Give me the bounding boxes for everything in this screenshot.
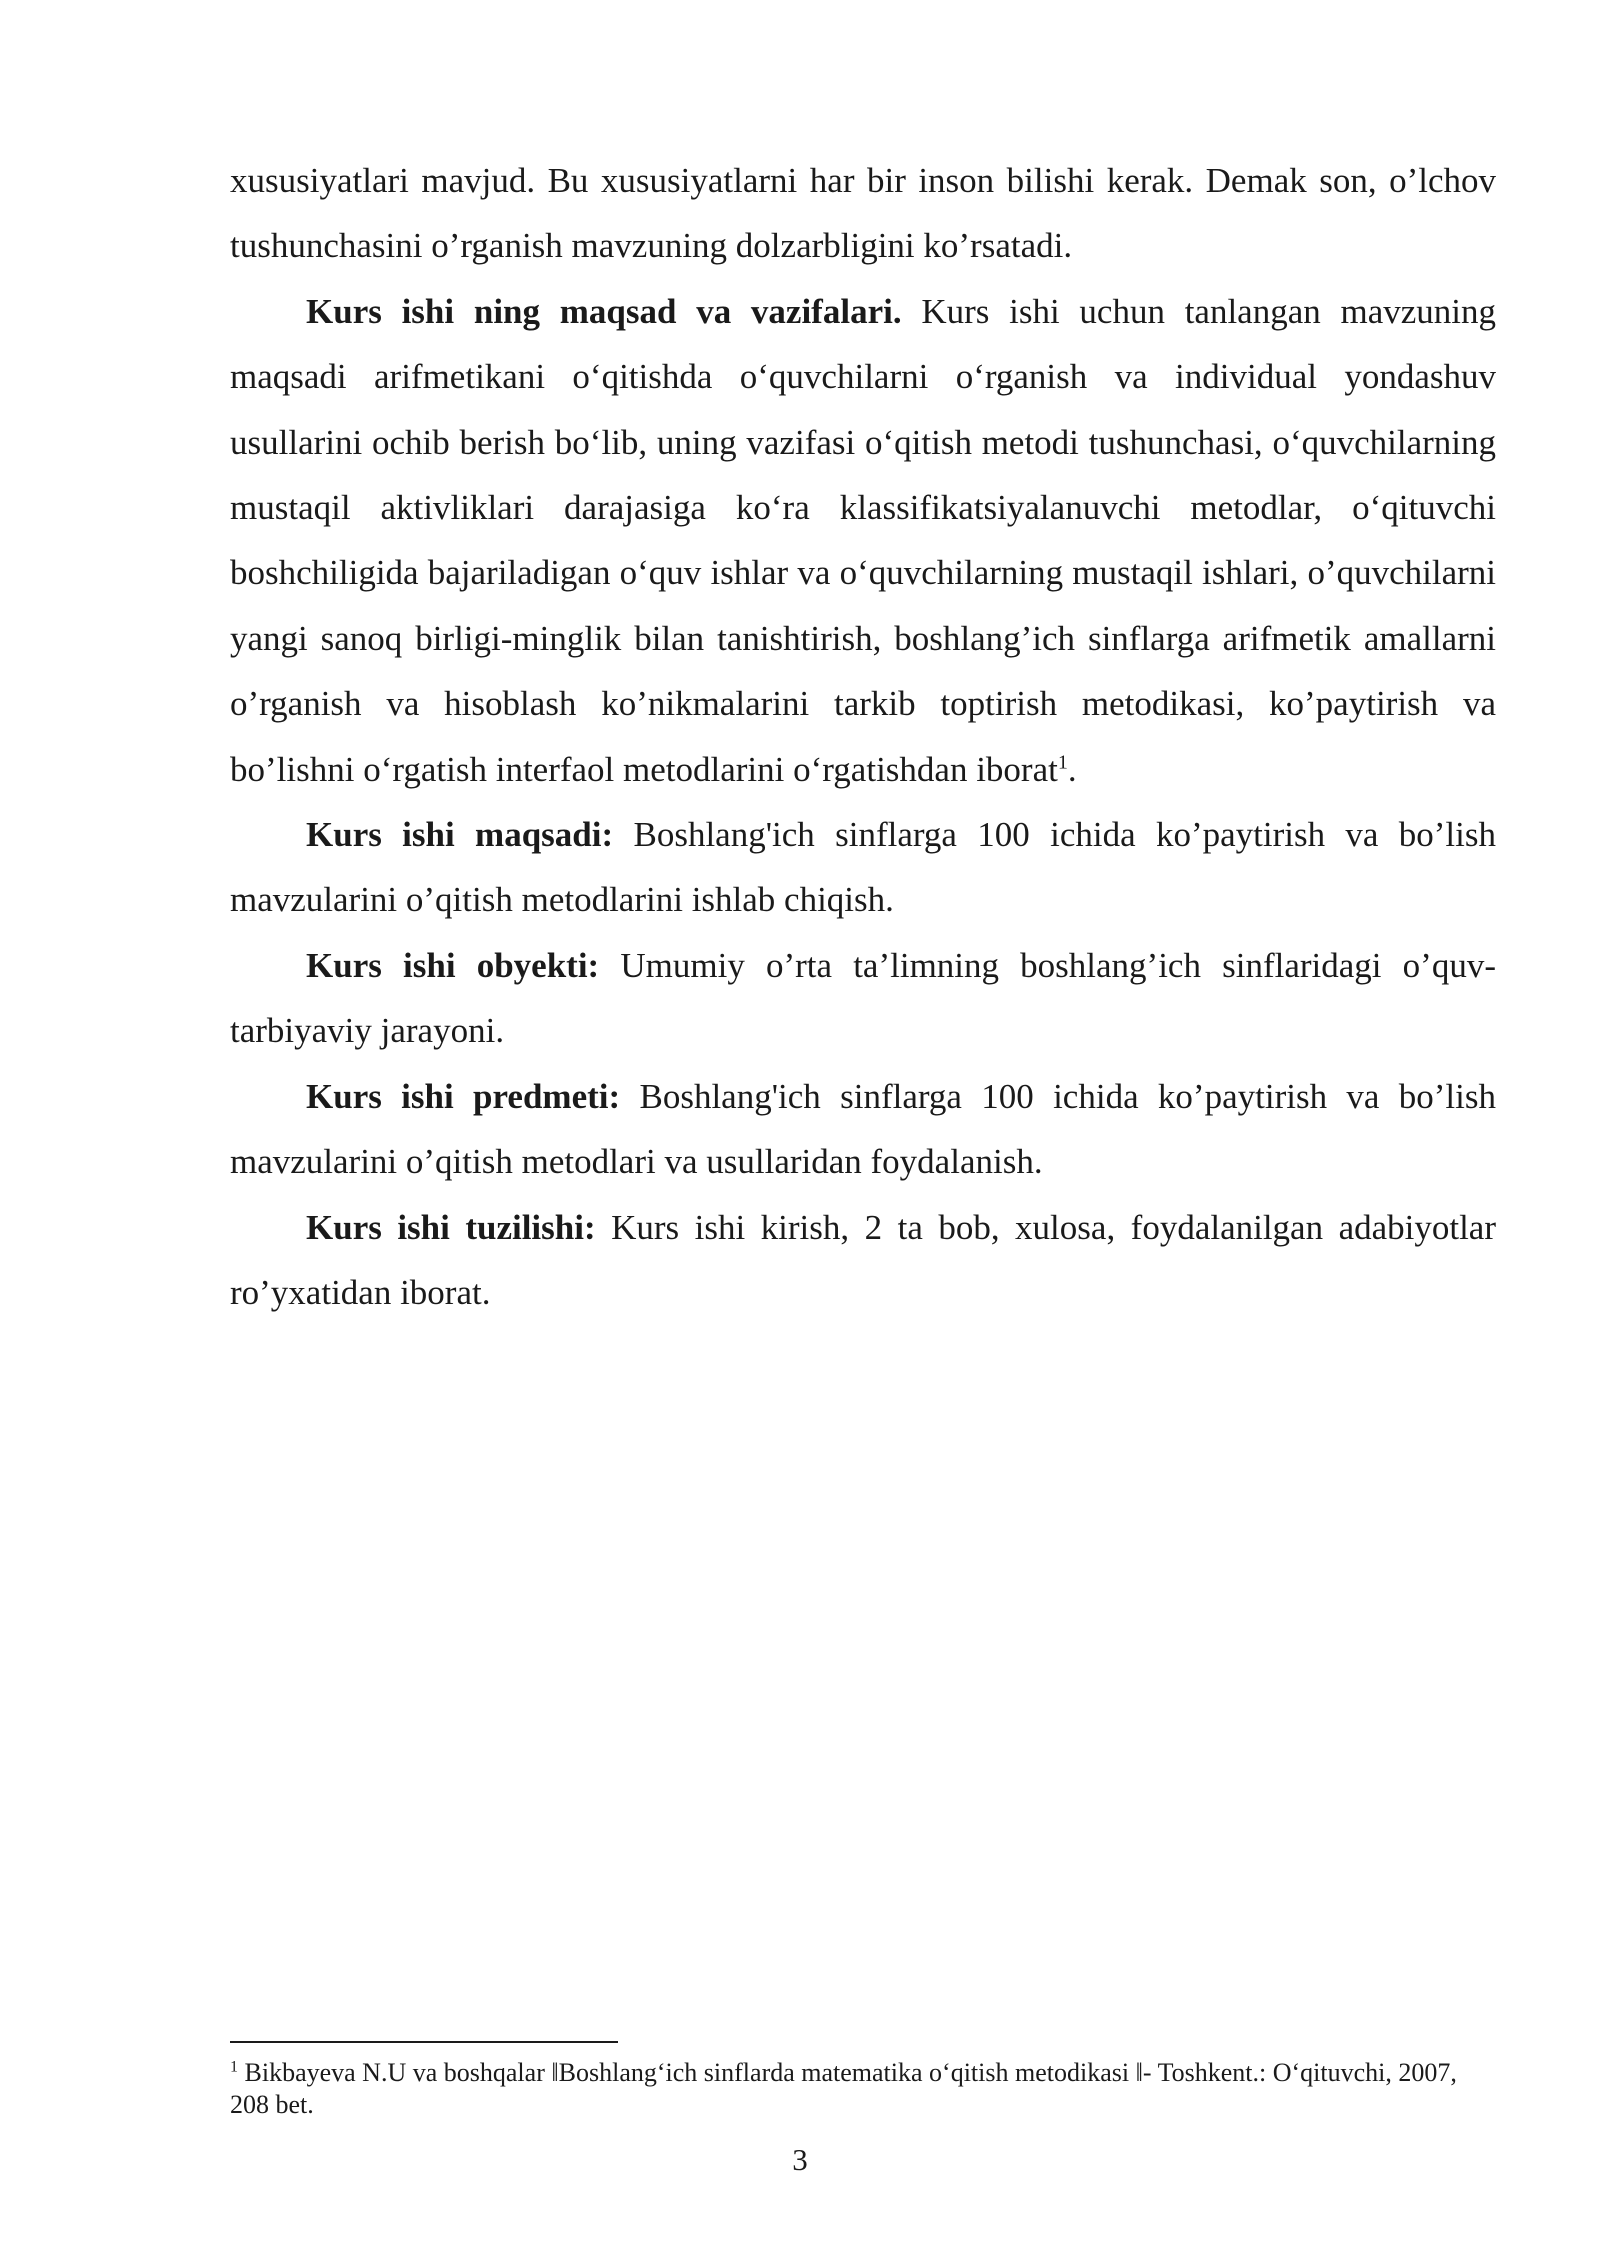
paragraph-text: Boshlang'ich sinflarga 100 ichida ko’paytirish va bo’lish mavzularini o’qitish metodlarini ishlab chiqish. bbox=[230, 815, 1497, 920]
footnote-reference: 1 bbox=[1057, 751, 1068, 773]
paragraph-intro-continuation bbox=[230, 148, 1496, 279]
page-number: 3 bbox=[792, 2142, 808, 2177]
paragraph-heading: Kurs ishi maqsadi: bbox=[306, 815, 614, 855]
paragraph-purpose bbox=[230, 802, 1496, 933]
footnote-number: 1 bbox=[230, 2058, 238, 2076]
paragraph-text: xususiyatlari mavjud. Bu xususiyatlarni har bir inson bilishi kerak. Demak son, o’lchov tushunchasini o’rganish mavzuning dolzarbligini ko’rsatadi. bbox=[230, 161, 1496, 266]
paragraph-text: Kurs ishi uchun tanlangan mavzuning maqsadi arifmetikani o‘qitishda o‘quvchilarni o‘rganish va individual yondashuv usullarini ochib berish bo‘lib, uning vazifasi o‘qitish metodi tushunchasi, o‘quvchilarning mustaqil aktivliklari darajasiga ko‘ra klassifikatsiyalanuvchi metodlar, o‘qituvchi boshchiligida bajariladigan o‘quv ishlar va o‘quvchilarning mustaqil ishlari, o’quvchilarni yangi sanoq birligi-minglik bilan tanishtirish, boshlang’ich sinflarga arifmetik amallarni o’rganish va hisoblash ko’nikmalarini tarkib toptirish metodikasi, ko’paytirish va bo’lishni o‘rgatish interfaol metodlarini o‘rgatishdan iborat bbox=[230, 291, 1497, 789]
paragraph-structure bbox=[230, 1195, 1496, 1326]
paragraph-tail: . bbox=[1067, 749, 1077, 789]
paragraph-heading: Kurs ishi ning maqsad va vazifalari. bbox=[306, 291, 902, 331]
footnote bbox=[230, 2057, 1496, 2121]
footnote-text: Bikbayeva N.U va boshqalar ‖Boshlang‘ich sinflarda matematika o‘qitish metodikasi ‖- Toshkent.: O‘qituvchi, 2007, 208 bet. bbox=[230, 2058, 1457, 2119]
footnote-separator bbox=[230, 2041, 618, 2043]
body-text bbox=[230, 148, 1496, 1325]
paragraph-text: Boshlang'ich sinflarga 100 ichida ko’paytirish va bo’lish mavzularini o’qitish metodlari va usullaridan foydalanish. bbox=[230, 1076, 1496, 1182]
paragraph-text: Kurs ishi kirish, 2 ta bob, xulosa, foydalanilgan adabiyotlar ro’yxatidan iborat. bbox=[230, 1207, 1497, 1312]
paragraph-heading: Kurs ishi predmeti: bbox=[306, 1076, 621, 1116]
paragraph-subject bbox=[230, 1064, 1496, 1195]
paragraph-object bbox=[230, 933, 1496, 1064]
paragraph-text: Umumiy o’rta ta’limning boshlang’ich sinflaridagi o’quv-tarbiyaviy jarayoni. bbox=[230, 945, 1496, 1051]
paragraph-goals-tasks bbox=[230, 279, 1496, 802]
paragraph-heading: Kurs ishi obyekti: bbox=[306, 945, 600, 985]
paragraph-heading: Kurs ishi tuzilishi: bbox=[306, 1207, 596, 1247]
